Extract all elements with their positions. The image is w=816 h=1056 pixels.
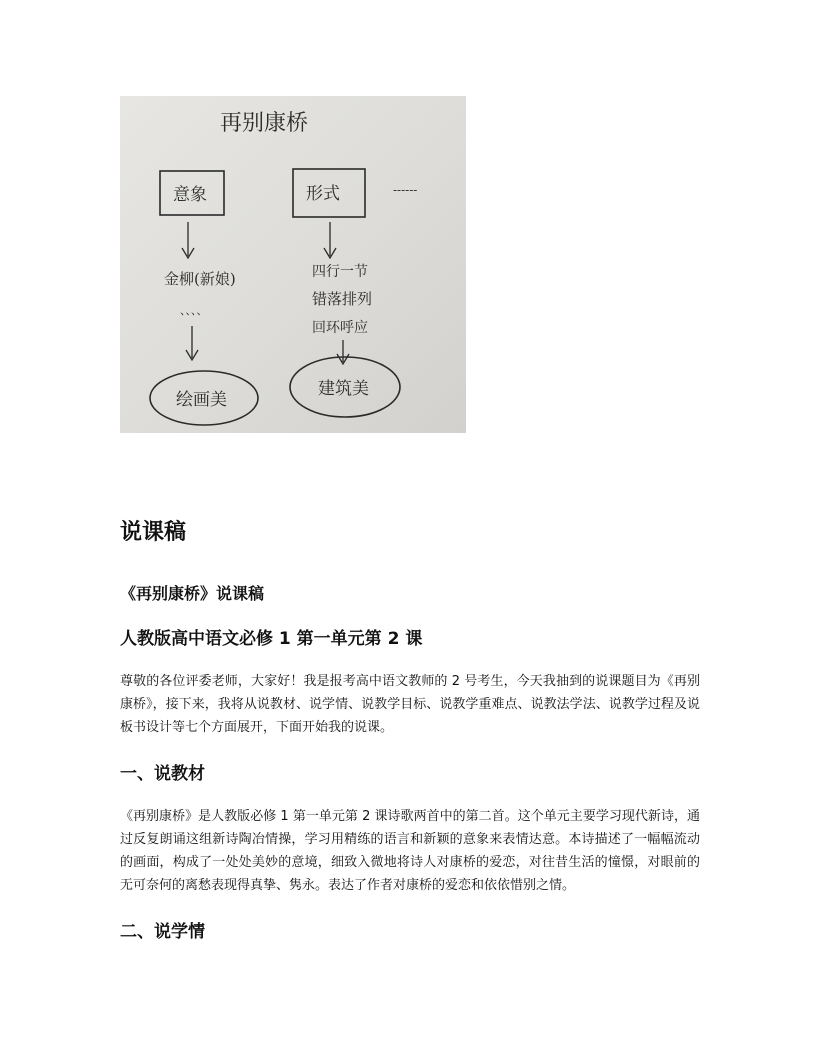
document-subtitle: 《再别康桥》说课稿	[120, 584, 265, 603]
oval-right-label: 建筑美	[318, 379, 369, 399]
handwritten-diagram	[120, 96, 466, 433]
diagram-title: 再别康桥	[220, 111, 309, 136]
section-2-title: 二、说学情	[120, 922, 205, 942]
handwritten-diagram-photo	[120, 96, 466, 433]
box-left-label: 意象	[173, 185, 207, 205]
oval-left-label: 绘画美	[176, 390, 227, 410]
right-item-2: 错落排列	[312, 290, 373, 308]
document-body	[120, 514, 700, 963]
intro-paragraph: 尊敬的各位评委老师，大家好！我是报考高中语文教师的 2 号考生，今天我抽到的说课题目为《再别康桥》，接下来，我将从说教材、说学情、说教学目标、说教学重难点、说教法学法、说教学过程及说板书设计等七个方面展开，下面开始我的说课。	[120, 674, 700, 735]
document-heading: 说课稿	[120, 520, 187, 545]
section-1-paragraph: 《再别康桥》是人教版必修 1 第一单元第 2 课诗歌两首中的第二首。这个单元主要学习现代新诗，通过反复朗诵这组新诗陶冶情操，学习用精练的语言和新颖的意象来表情达意。本诗描述了一幅幅流动的画面，构成了一处处美妙的意境，细致入微地将诗人对康桥的爱恋，对往昔生活的憧憬，对眼前的无可奈何的离愁表现得真挚、隽永。表达了作者对康桥的爱恋和依依惜别之情。	[120, 809, 700, 893]
box-right-label: 形式	[306, 184, 340, 204]
right-item-1: 四行一节	[312, 264, 368, 280]
left-item-1: 金柳(新娘)	[164, 270, 236, 288]
course-heading: 人教版高中语文必修 1 第一单元第 2 课	[120, 629, 423, 649]
right-item-3: 回环呼应	[312, 320, 368, 336]
left-item-2: 、、、、	[180, 304, 208, 317]
section-1-title: 一、说教材	[120, 764, 205, 784]
right-ellipsis: ------	[393, 183, 418, 197]
